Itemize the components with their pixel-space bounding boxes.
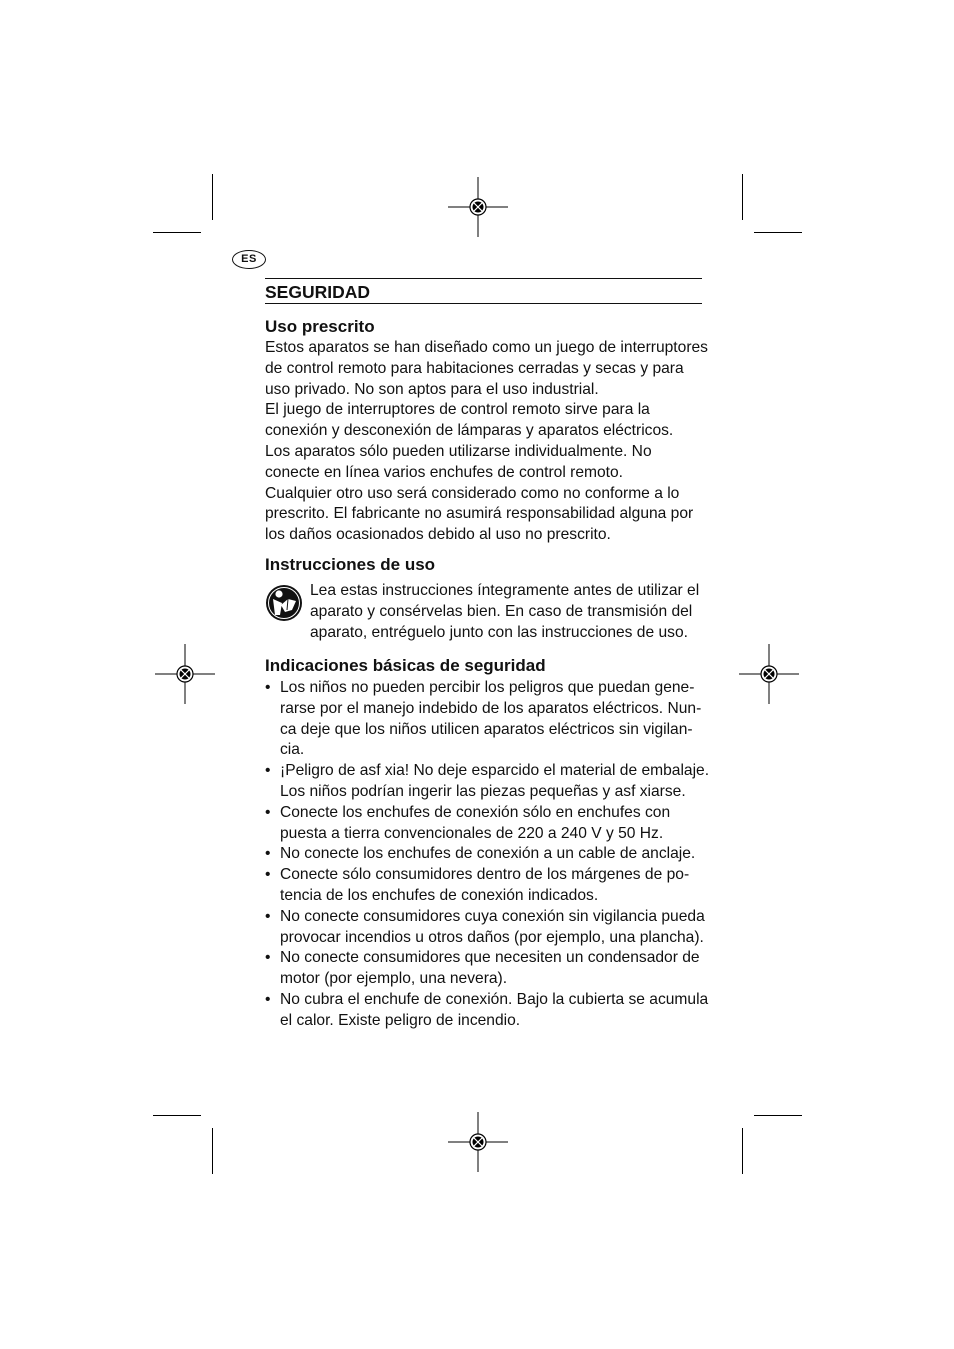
text-line: No cubra el enchufe de conexión. Bajo la cubierta se acumula [280,990,709,1008]
text-line: conecte en línea varios enchufes de control remoto. [265,463,624,481]
bullet-icon: • [265,762,271,780]
language-badge: ES [232,250,266,269]
list-item [265,844,710,865]
crop-mark-bottom-right-horizontal [754,1115,802,1116]
bullet-icon: • [265,907,271,925]
registration-mark-left-icon [155,644,215,704]
crop-mark-top-left-vertical [212,174,213,220]
text-line: motor (por ejemplo, una nevera). [280,970,508,988]
bullet-icon: • [265,803,271,821]
registration-mark-top-icon [448,177,508,237]
bullet-icon: • [265,949,271,967]
text-line: El juego de interruptores de control remoto sirve para la [265,401,650,419]
text-line: el calor. Existe peligro de incendio. [280,1011,521,1029]
text-line: Los aparatos sólo pueden utilizarse individualmente. No [265,442,652,460]
text-line: No conecte los enchufes de conexión a un cable de anclaje. [280,845,696,863]
list-item [265,803,710,845]
text-line: uso privado. No son aptos para el uso industrial. [265,380,599,398]
list-item [265,678,710,761]
text-line: de control remoto para habitaciones cerradas y secas y para [265,359,684,377]
list-item [265,948,710,990]
heading-uso-prescrito: Uso prescrito [265,317,375,336]
text-line: Cualquier otro uso será considerado como no conforme a lo [265,484,680,502]
bullet-icon: • [265,679,271,696]
list-item [265,990,710,1032]
text-line: ¡Peligro de asf xia! No deje esparcido el material de embalaje. [280,762,710,780]
crop-mark-bottom-right-vertical [742,1128,743,1174]
list-item [265,761,710,803]
paragraph-instrucciones [310,581,710,643]
list-item [265,907,710,949]
safety-list [265,678,710,1032]
text-line: No conecte consumidores cuya conexión sin vigilancia pueda [280,907,705,925]
text-line: ca deje que los niños utilicen aparatos eléctricos sin vigilan- [280,720,693,738]
crop-mark-top-right-vertical [742,174,743,220]
bullet-icon: • [265,866,271,884]
paragraph-uso-prescrito [265,338,709,546]
text-line: conexión y desconexión de lámparas y aparatos eléctricos. [265,422,674,440]
crop-mark-bottom-left-horizontal [153,1115,201,1116]
text-line: aparato, entréguelo junto con las instrucciones de uso. [310,623,688,641]
text-line: Conecte los enchufes de conexión sólo en enchufes con [280,803,671,821]
section-title: SEGURIDAD [265,278,702,304]
registration-mark-right-icon [739,644,799,704]
text-line: Los niños podrían ingerir las piezas pequeñas y asf xiarse. [280,782,686,800]
text-line: provocar incendios u otros daños (por ejemplo, una plancha). [280,928,704,946]
text-line: puesta a tierra convencionales de 220 a 240 V y 50 Hz. [280,824,664,842]
text-line: Lea estas instrucciones íntegramente antes de utilizar el [310,582,700,599]
crop-mark-top-left-horizontal [153,232,201,233]
heading-instrucciones-de-uso: Instrucciones de uso [265,555,436,574]
read-manual-icon [265,584,303,622]
text-line: tencia de los enchufes de conexión indicados. [280,886,599,904]
heading-indicaciones-seguridad: Indicaciones básicas de seguridad [265,656,546,675]
text-line: rarse por el manejo indebido de los aparatos eléctricos. Nun- [280,699,702,717]
bullet-icon: • [265,990,271,1008]
text-line: Estos aparatos se han diseñado como un juego de interruptores [265,339,708,356]
list-item [265,865,710,907]
text-line: No conecte consumidores que necesiten un condensador de [280,949,700,967]
text-line: Los niños no pueden percibir los peligros que puedan gene- [280,679,695,696]
registration-mark-bottom-icon [448,1112,508,1172]
text-line: cia. [280,741,305,759]
text-line: los daños ocasionados debido al uso no prescrito. [265,526,611,544]
crop-mark-bottom-left-vertical [212,1128,213,1174]
crop-mark-top-right-horizontal [754,232,802,233]
text-line: prescrito. El fabricante no asumirá responsabilidad alguna por [265,505,694,523]
text-line: aparato y consérvelas bien. En caso de transmisión del [310,602,693,620]
text-line: Conecte sólo consumidores dentro de los márgenes de po- [280,866,690,884]
bullet-icon: • [265,845,271,863]
